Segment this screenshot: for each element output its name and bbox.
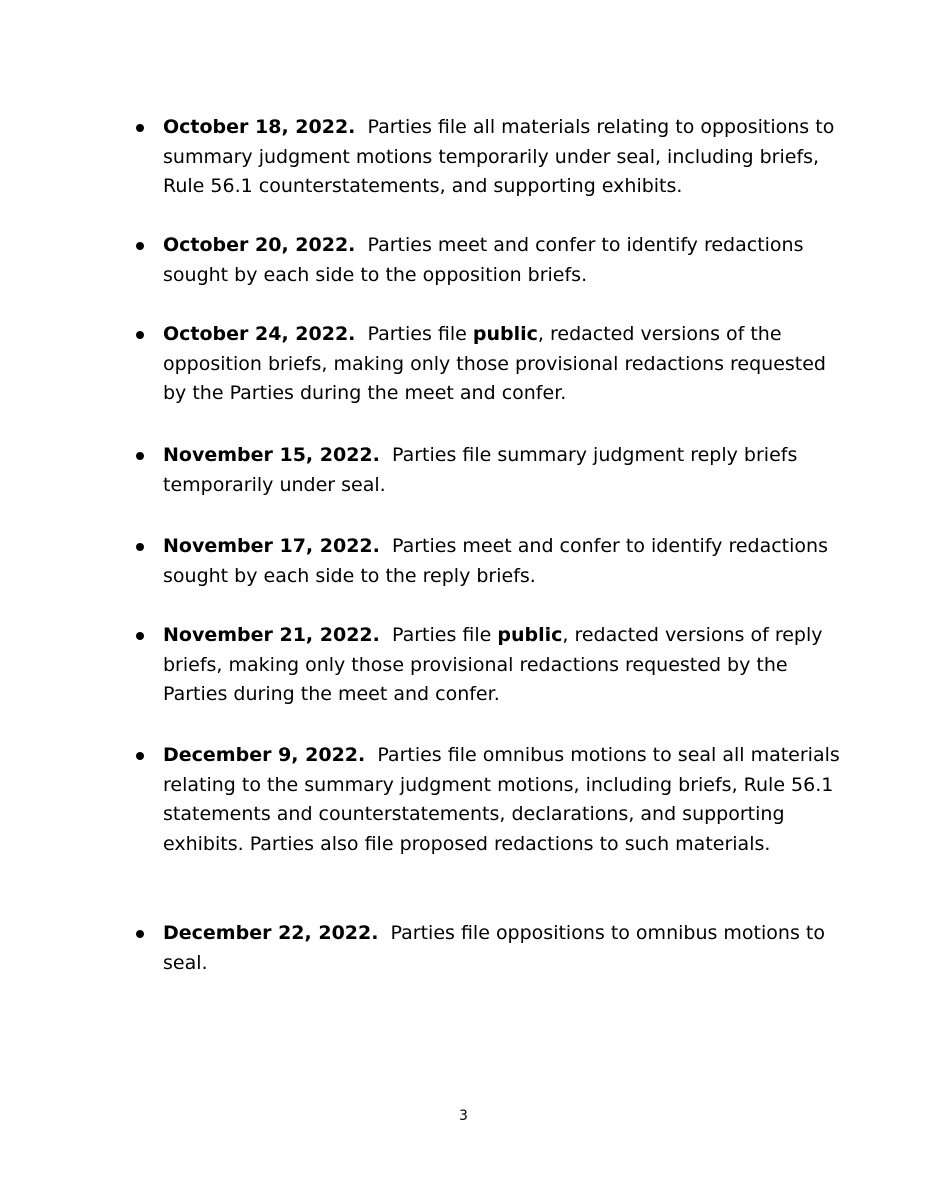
entry-text-before: Parties file [391,624,492,646]
bullet-icon [136,124,144,132]
entry-date: October 20, 2022. [163,234,356,256]
entry-text: Parties file oppositions to omnibus motions to seal. [163,922,825,974]
entry-date: October 18, 2022. [163,116,356,138]
list-item [163,320,843,409]
entry-text: Parties meet and confer to identify redactions sought by each side to the reply briefs. [163,535,828,587]
list-item [163,441,843,500]
bullet-icon [136,632,144,640]
bullet-icon [136,752,144,760]
bullet-icon [136,242,144,250]
bullet-icon [136,930,144,938]
entry-text-after: , redacted versions of the opposition briefs, making only those provisional redactions requested by the Parties during the meet and confer. [163,323,826,404]
entry-bold-word: public [472,323,538,345]
list-item [163,621,843,710]
page-number: 3 [459,1108,468,1124]
bullet-icon [136,452,144,460]
list-item [163,919,843,978]
entry-date: December 9, 2022. [163,744,366,766]
entry-bold-word: public [497,624,563,646]
entry-date: November 21, 2022. [163,624,380,646]
bullet-icon [136,543,144,551]
list-item [163,741,843,859]
entry-date: December 22, 2022. [163,922,379,944]
entry-text-after: , redacted versions of reply briefs, making only those provisional redactions requested by the Parties during the meet and confer. [163,624,823,705]
entry-date: October 24, 2022. [163,323,356,345]
entry-date: November 17, 2022. [163,535,380,557]
list-item [163,231,843,290]
entry-text: Parties file omnibus motions to seal all materials relating to the summary judgment motions, including briefs, Rule 56.1 statements and counterstatements, declarations, and supporting exhibits. Parties also file proposed redactions to such materials. [163,744,840,855]
list-item [163,113,843,202]
entry-text: Parties file summary judgment reply briefs temporarily under seal. [163,444,798,496]
list-item [163,532,843,591]
entry-text: Parties file all materials relating to oppositions to summary judgment motions temporarily under seal, including briefs, Rule 56.1 counterstatements, and supporting exhibits. [163,116,835,197]
entry-text-before: Parties file [367,323,467,345]
bullet-icon [136,331,144,339]
entry-date: November 15, 2022. [163,444,380,466]
entry-text: Parties meet and confer to identify redactions sought by each side to the opposition briefs. [163,234,804,286]
